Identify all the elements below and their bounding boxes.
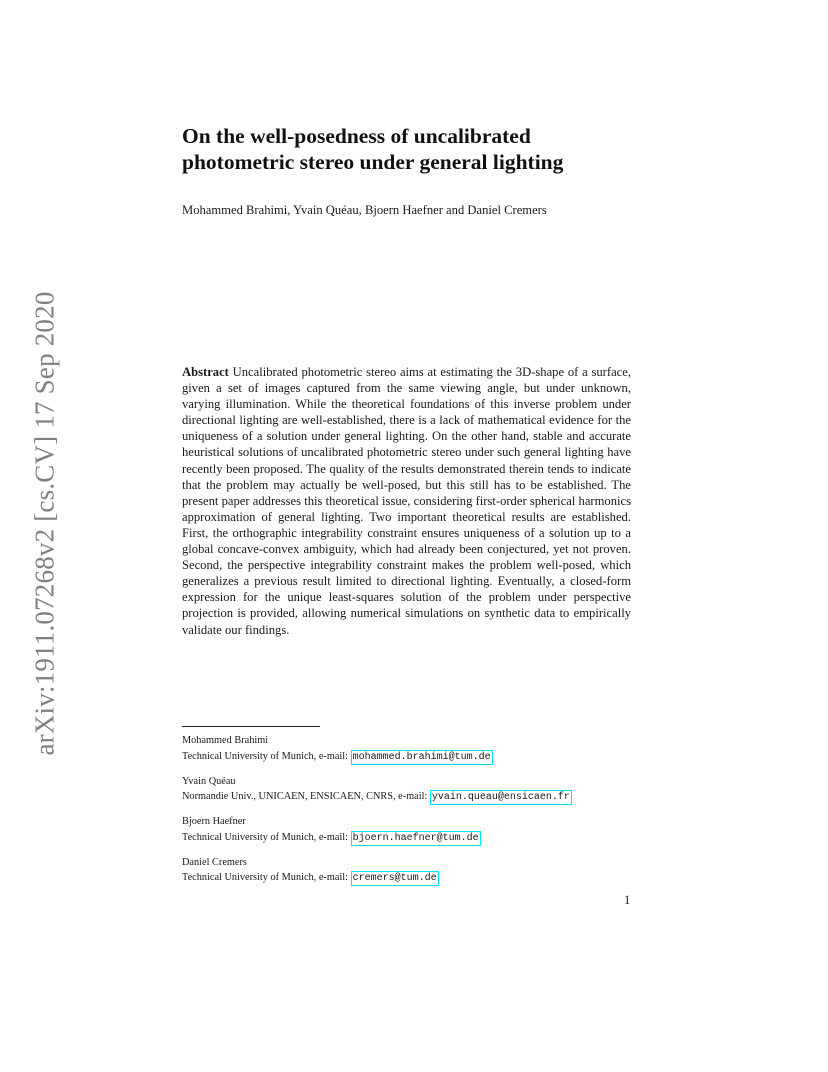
affiliations <box>182 733 642 895</box>
affiliation-line <box>182 789 642 805</box>
affiliation-entry <box>182 774 642 806</box>
affiliation-name: Mohammed Brahimi <box>182 735 269 746</box>
affiliation-entry <box>182 733 642 765</box>
paper-title-line-1: On the well-posedness of uncalibrated <box>182 124 531 148</box>
affiliation-line <box>182 749 642 765</box>
paper-title <box>182 123 642 175</box>
abstract-text: Uncalibrated photometric stereo aims at estimating the 3D-shape of a surface, given a set of images captured from the same viewing angle, but under unknown, varying illumination. While the theoretical foundations of this inverse problem under directional lighting are well-established, there is a lack of mathematical evidence for the uniqueness of a solution under general lighting. On the other hand, stable and accurate heuristical solutions of uncalibrated photometric stereo under such general lighting have recently been proposed. The quality of the results demonstrated therein tends to indicate that the problem may actually be well-posed, but this still has to be established. The present paper addresses this theoretical issue, considering first-order spherical harmonics approximation of general lighting. Two important theoretical results are established. First, the orthographic integrability constraint ensures uniqueness of a solution up to a global concave-convex ambiguity, which had already been conjectured, yet not proven. Second, the perspective integrability constraint makes the problem well-posed, which generalizes a previous result limited to directional lighting. Eventually, a closed-form expression for the unique least-squares solution of the problem under perspective projection is provided, allowing numerical simulations on synthetic data to empirically validate our findings. <box>182 365 631 637</box>
affiliation-entry <box>182 855 642 887</box>
affiliation-entry <box>182 814 642 846</box>
affiliation-name: Daniel Cremers <box>182 856 247 868</box>
affiliation-name: Yvain Quéau <box>182 775 236 787</box>
affiliation-line <box>182 870 642 886</box>
affiliation-line <box>182 830 642 846</box>
email-link[interactable]: mohammed.brahimi@tum.de <box>352 751 491 763</box>
affiliation-institution: Technical University of Munich, e-mail: <box>182 831 348 843</box>
abstract-label: Abstract <box>182 365 229 379</box>
abstract <box>182 364 631 638</box>
email-link[interactable]: yvain.queau@ensicaen.fr <box>431 792 570 803</box>
affiliation-institution: Normandie Univ., UNICAEN, ENSICAEN, CNRS, e-mail: <box>182 791 428 802</box>
affiliation-institution: Technical University of Munich, e-mail: <box>182 750 348 762</box>
arxiv-identifier-text: arXiv:1911.07268v2 [cs.CV] 17 Sep 2020 <box>29 290 60 756</box>
email-link[interactable]: cremers@tum.de <box>352 873 437 884</box>
email-link[interactable]: bjoern.haefner@tum.de <box>352 832 479 844</box>
paper-title-line-2: photometric stereo under general lighting <box>182 150 564 174</box>
arxiv-identifier <box>24 284 66 762</box>
affiliation-name: Bjoern Haefner <box>182 816 246 827</box>
affiliation-institution: Technical University of Munich, e-mail: <box>182 872 348 883</box>
page-number: 1 <box>624 893 631 907</box>
author-list: Mohammed Brahimi, Yvain Quéau, Bjoern Haefner and Daniel Cremers <box>182 203 547 217</box>
footnote-rule <box>182 726 320 727</box>
